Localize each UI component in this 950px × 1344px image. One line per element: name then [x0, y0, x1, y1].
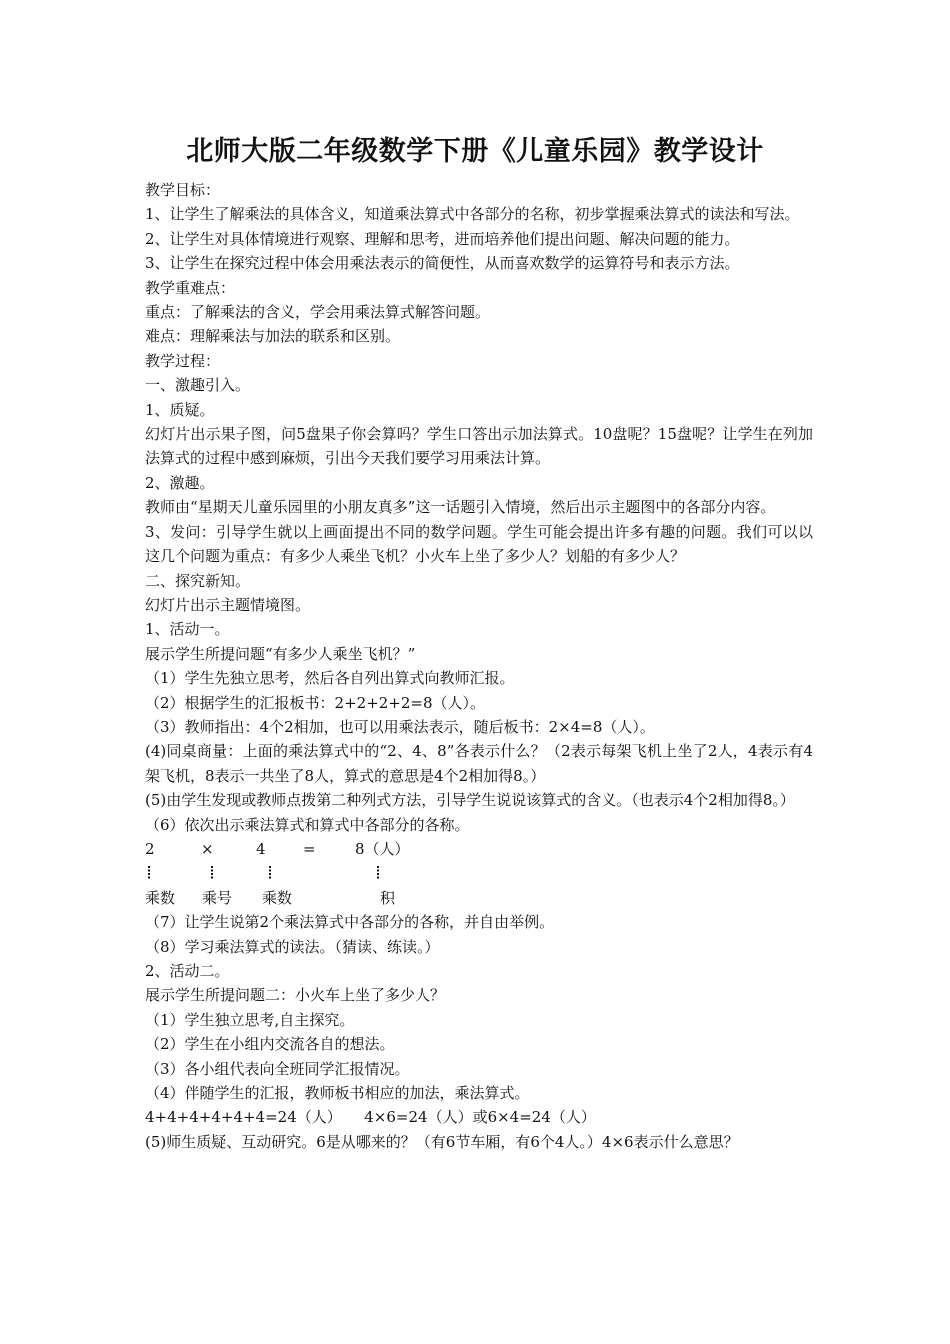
equation-product: 8（人）: [355, 839, 410, 858]
text-line: （4）伴随学生的汇报，教师板书相应的加法，乘法算式。: [145, 1083, 530, 1102]
text-line: （1）学生独立思考,自主探究。: [145, 1010, 355, 1029]
text-line: 难点：理解乘法与加法的联系和区别。: [145, 327, 401, 346]
text-line: （3）各小组代表向全班同学汇报情况。: [145, 1059, 410, 1078]
text-line: （1）学生先独立思考，然后各自列出算式向教师汇报。: [145, 669, 515, 688]
text-line: （7）让学生说第2个乘法算式中各部分的各称，并自由举例。: [145, 913, 555, 932]
text-line: 重点：了解乘法的含义，学会用乘法算式解答问题。: [145, 303, 491, 322]
equation-times-sign: ×: [201, 839, 214, 858]
text-line: （2）学生在小组内交流各自的想法。: [145, 1035, 395, 1054]
text-line: 二、探究新知。: [145, 571, 251, 590]
text-line: （6）依次出示乘法算式和算式中各部分的各称。: [145, 815, 470, 834]
equation-equals-sign: =: [303, 839, 316, 858]
label-times-sign: 乘号: [202, 888, 233, 907]
text-line: (5)由学生发现或教师点拨第二种列式方法，引导学生说说该算式的含义。（也表示4个2相加得8。）: [145, 791, 795, 810]
label-factor1: 乘数: [145, 888, 176, 907]
connector-times: [211, 861, 213, 887]
text-line: 一、激趣引入。: [145, 376, 251, 395]
text-line: 2、让学生对具体情境进行观察、理解和思考，进而培养他们提出问题、解决问题的能力。: [145, 229, 740, 248]
document-body: [145, 178, 813, 1154]
equation-factor1: 2: [145, 839, 155, 858]
text-line: 教学目标：: [145, 181, 221, 199]
label-factor2: 乘数: [262, 888, 293, 907]
text-line: 幻灯片出示果子图，问5盘果子你会算吗？学生口答出示加法算式。10盘呢？15盘呢？让学生在列加法算式的过程中感到麻烦，引出今天我们要学习用乘法计算。: [145, 425, 813, 468]
connector-product: [377, 861, 379, 887]
text-line: 3、发问：引导学生就以上画面提出不同的数学问题。学生可能会提出许多有趣的问题。我们可以以这几个问题为重点：有多少人乘坐飞机？小火车上坐了多少人？划船的有多少人？: [145, 522, 813, 566]
equation-part-names: [145, 886, 813, 910]
text-line: 展示学生所提问题二：小火车上坐了多少人？: [145, 986, 446, 1005]
text-line: 教师由“星期天儿童乐园里的小朋友真多”这一话题引入情境，然后出示主题图中的各部分内容。: [145, 498, 776, 517]
text-line: 幻灯片出示主题情境图。: [145, 595, 311, 614]
text-line: 4+4+4+4+4+4=24（人） 4×6=24（人）或6×4=24（人）: [145, 1108, 596, 1127]
document-title: 北师大版二年级数学下册《儿童乐园》教学设计: [186, 136, 764, 167]
text-line: 教学重难点：: [145, 278, 236, 297]
text-line: 2、激趣。: [145, 473, 215, 492]
text-line: 展示学生所提问题“有多少人乘坐飞机？”: [145, 644, 416, 663]
text-line: 1、让学生了解乘法的具体含义，知道乘法算式中各部分的名称，初步掌握乘法算式的读法和写法。: [145, 205, 800, 224]
text-line: 2、活动二。: [145, 961, 230, 980]
text-line: (4)同桌商量：上面的乘法算式中的“2、4、8”各表示什么？（2表示每架飞机上坐了2人，4表示有4架飞机，8表示一共坐了8人，算式的意思是4个2相加得8。）: [145, 742, 813, 785]
text-line: 1、质疑。: [145, 400, 215, 419]
label-product: 积: [380, 888, 396, 907]
text-line: （3）教师指出：4个2相加，也可以用乘法表示，随后板书：2×4=8（人）。: [145, 717, 655, 736]
connector-factor2: [269, 861, 271, 887]
equation-connector-row: [145, 861, 813, 885]
multiplication-equation: [145, 837, 813, 861]
connector-factor1: [148, 861, 150, 887]
text-line: (5)师生质疑、互动研究。6是从哪来的？（有6节车厢，有6个4人。）4×6表示什么意思？: [145, 1132, 739, 1151]
text-line: 教学过程：: [145, 351, 221, 370]
text-line: 3、让学生在探究过程中体会用乘法表示的简便性，从而喜欢数学的运算符号和表示方法。: [145, 254, 740, 273]
text-line: 1、活动一。: [145, 620, 230, 639]
equation-factor2: 4: [256, 839, 266, 858]
text-line: （2）根据学生的汇报板书：2+2+2+2=8（人）。: [145, 693, 486, 712]
text-line: （8）学习乘法算式的读法。（猜读、练读。）: [145, 937, 440, 956]
